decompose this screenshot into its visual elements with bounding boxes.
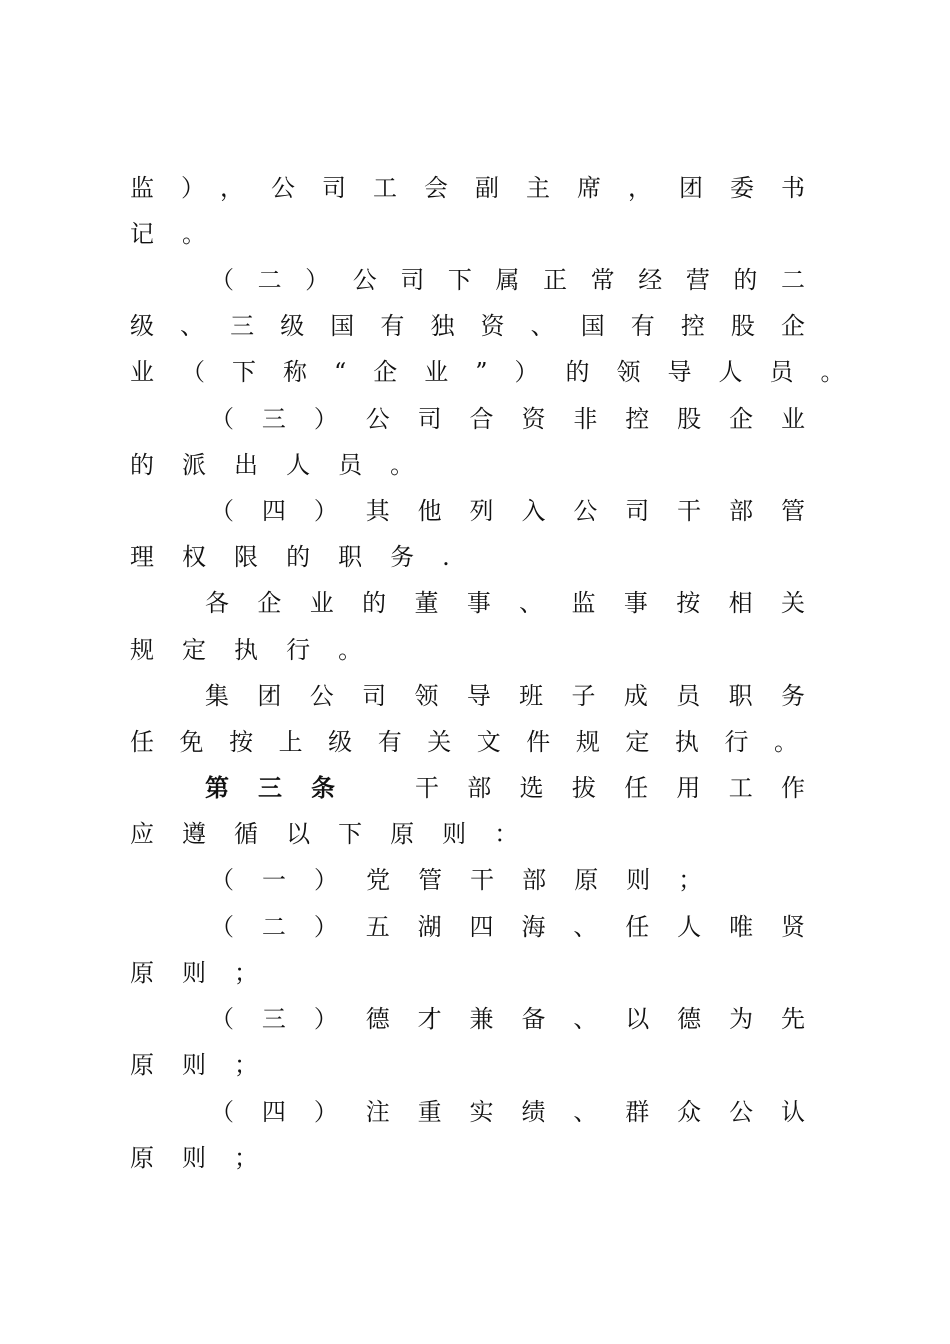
text-line-16: （ 一 ） 党 管 干 部 原 则 ； xyxy=(210,866,711,894)
text-line-17: （二）五湖四海、任人唯贤 xyxy=(210,913,833,941)
text-line-3: （二）公司下属正常经营的二 xyxy=(210,266,829,294)
text-line-13: 任免按上级有关文件规定执行。 xyxy=(130,728,824,756)
text-line-9: 理 权 限 的 职 务 . xyxy=(130,543,459,571)
text-line-15: 应 遵 循 以 下 原 则 ： xyxy=(130,820,527,848)
text-line-21: （四）注重实绩、群众公认 xyxy=(210,1098,833,1126)
text-line-8: （四）其他列入公司干部管 xyxy=(210,497,833,525)
text-line-5: 业（下称“企业”）的领导人员。 xyxy=(130,358,872,386)
text-line-19: （三）德才兼备、以德为先 xyxy=(210,1005,833,1033)
text-line-10: 各企业的董事、监事按相关 xyxy=(205,589,834,617)
text-line-7: 的 派 出 人 员 。 xyxy=(130,451,423,479)
text-line-20: 原 则 ； xyxy=(130,1051,267,1079)
text-line-12: 集团公司领导班子成员职务 xyxy=(205,682,834,710)
article-heading: 第三条 xyxy=(205,773,364,802)
text-line-1: 监），公司工会副主席，团委书 xyxy=(130,174,832,202)
text-line-2: 记 。 xyxy=(130,220,215,248)
text-line-14: 干部选拔任用工作 xyxy=(415,774,834,802)
text-line-6: （三）公司合资非控股企业 xyxy=(210,405,833,433)
text-line-22: 原 则 ； xyxy=(130,1144,267,1172)
text-line-4: 级、三级国有独资、国有控股企 xyxy=(130,312,832,340)
text-line-11: 规 定 执 行 。 xyxy=(130,636,371,664)
text-line-18: 原 则 ； xyxy=(130,959,267,987)
